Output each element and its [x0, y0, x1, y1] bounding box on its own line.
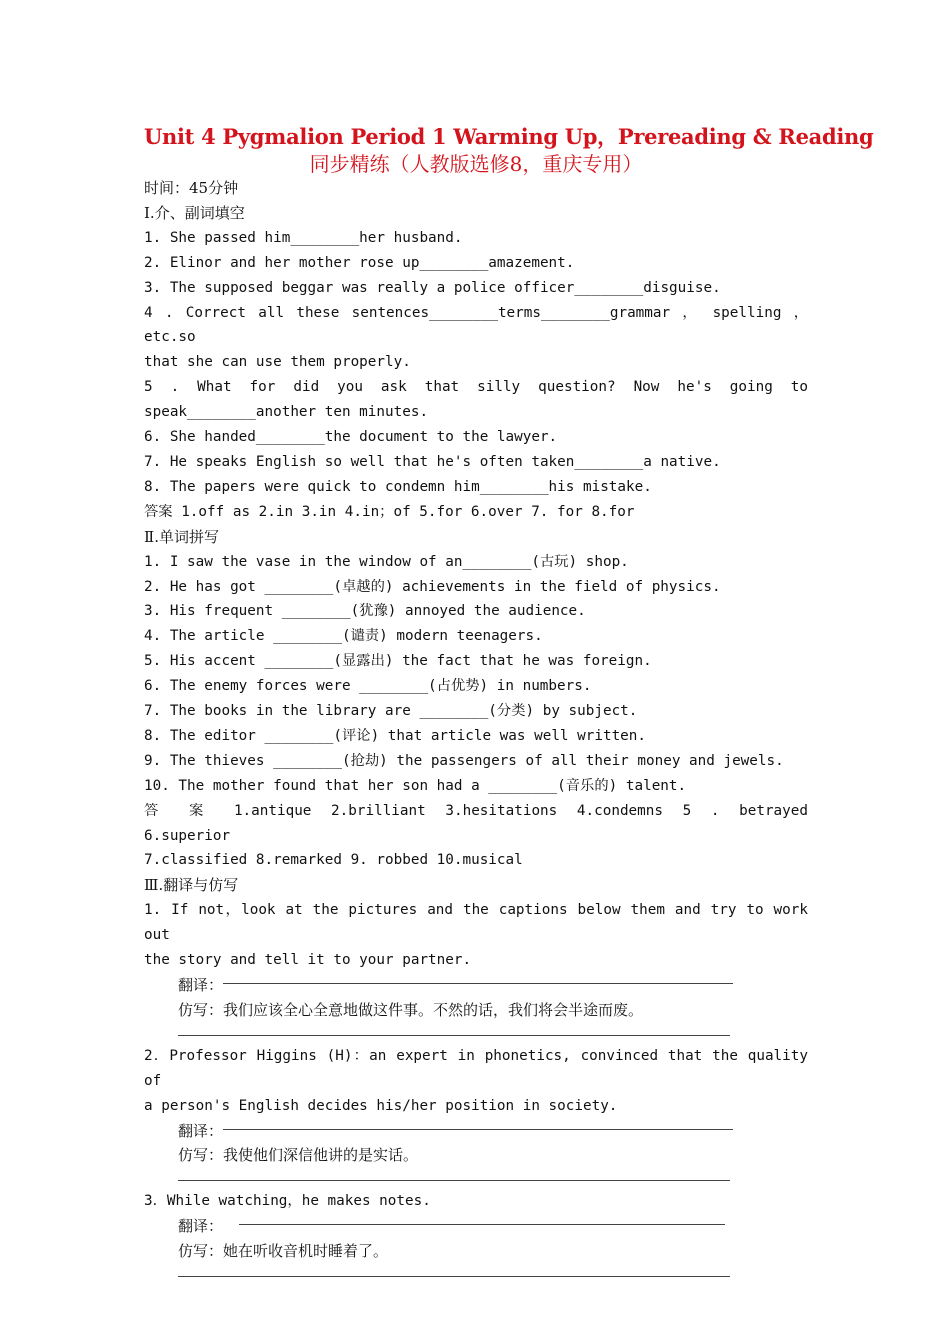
imitate-prompt: 仿写：我使他们深信他讲的是实话。: [178, 1146, 419, 1165]
answer-line[interactable]: [178, 1264, 730, 1277]
question: 6. The enemy forces were ________(占优势) in numbers.: [144, 678, 592, 695]
answer-key: 答 案 1.antique 2.brilliant 3.hesitations 4.condemns 5 . betrayed: [144, 802, 808, 819]
section-3: [144, 873, 808, 1277]
imitate-prompt: 仿写：她在听收音机时睡着了。: [178, 1242, 389, 1261]
section-3-heading: Ⅲ.翻译与仿写: [144, 876, 239, 895]
answer-key: 答案 1.off as 2.in 3.in 4.in；of 5.for 6.over 7. for 8.for: [144, 503, 635, 520]
question: 10. The mother found that her son had a ________(音乐的) talent.: [144, 777, 687, 794]
question: 2. Elinor and her mother rose up________amazement.: [144, 254, 575, 271]
translate-row: [144, 1119, 808, 1144]
question: 2. He has got ________(卓越的) achievements in the field of physics.: [144, 578, 721, 595]
answer-line[interactable]: [239, 1223, 725, 1225]
question-continued: a person's English decides his/her position in society.: [144, 1097, 618, 1114]
question: 8. The editor ________(评论) that article was well written.: [144, 727, 647, 744]
question: 3．While watching，he makes notes.: [144, 1193, 431, 1210]
question: 1. If not，look at the pictures and the captions below them and try to work out: [144, 902, 808, 944]
translate-label: 翻译：: [178, 1217, 224, 1236]
question: 6. She handed________the document to the lawyer.: [144, 429, 558, 446]
question: 1. She passed him________her husband.: [144, 229, 463, 246]
question: 4. The article ________(谴责) modern teenagers.: [144, 628, 543, 645]
question: 7. The books in the library are ________(分类) by subject.: [144, 703, 638, 720]
question: 3. His frequent ________(犹豫) annoyed the audience.: [144, 603, 586, 620]
section-2-heading: Ⅱ.单词拼写: [144, 527, 219, 546]
question: 5. His accent ________(显露出) the fact that he was foreign.: [144, 653, 652, 670]
question: 7. He speaks English so well that he's often taken________a native.: [144, 453, 721, 470]
worksheet-page: [144, 122, 874, 1277]
question: 3. The supposed beggar was really a police officer________disguise.: [144, 279, 721, 296]
question-continued: speak________another ten minutes.: [144, 404, 429, 421]
section-1-heading: Ⅰ.介、副词填空: [144, 203, 245, 222]
answer-line[interactable]: [178, 1023, 730, 1036]
answer-line[interactable]: [178, 1168, 730, 1181]
translate-row: [144, 973, 808, 998]
question: 4 . Correct all these sentences________terms________grammar ， spelling ， etc.so: [144, 304, 808, 346]
question: 2．Professor Higgins (H)：an expert in phonetics, convinced that the quality of: [144, 1047, 808, 1089]
time-limit: 时间：45分钟: [144, 179, 239, 197]
question: 5 . What for did you ask that silly question? Now he's going to: [144, 379, 808, 396]
answer-key-continued: 6.superior: [144, 827, 231, 844]
question: 8. The papers were quick to condemn him________his mistake.: [144, 478, 652, 495]
question-continued: the story and tell it to your partner.: [144, 952, 472, 969]
question-continued: that she can use them properly.: [144, 354, 411, 371]
imitate-prompt: 仿写：我们应该全心全意地做这件事。不然的话，我们将会半途而废。: [178, 1000, 644, 1019]
answer-key-continued: 7.classified 8.remarked 9. robbed 10.musical: [144, 852, 523, 869]
worksheet-title: [144, 122, 874, 176]
title-line-2: 同步精练（人教版选修8，重庆专用）: [309, 152, 643, 176]
question: 9. The thieves ________(抢劫) the passengers of all their money and jewels.: [144, 752, 784, 769]
title-line-1: Unit 4 Pygmalion Period 1 Warming Up，Prereading & Reading: [144, 124, 874, 149]
translate-label: 翻译：: [178, 1121, 224, 1140]
section-1: [144, 201, 808, 525]
section-2: [144, 525, 808, 874]
answer-line[interactable]: [223, 1128, 733, 1130]
translate-row: [144, 1214, 808, 1239]
translate-label: 翻译：: [178, 976, 224, 994]
question: 1. I saw the vase in the window of an________(古玩) shop.: [144, 553, 629, 570]
answer-line[interactable]: [223, 982, 733, 984]
